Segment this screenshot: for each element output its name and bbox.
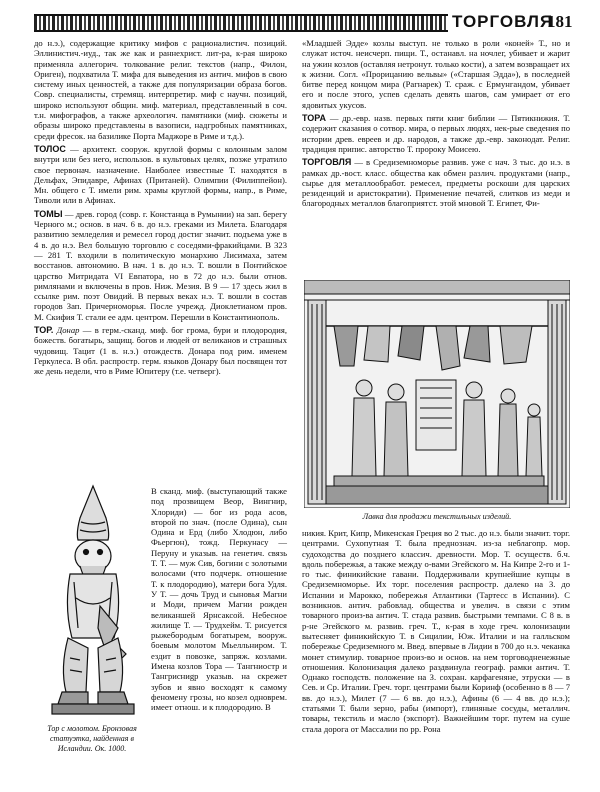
entry-tora <box>302 113 570 154</box>
torgovlya-continuation-text: никия. Крит, Кипр, Микенская Греция во 2 тыс. до н.э. были значит. торг. центрами. Сухопутная Т. была преднознач. из-за неблагопр. мор. судоходства до позднего классич. древности. Мор. Т. осуществ. б.ч. вдоль побережья, а также между о-вами Эгейского м. На Кипре 2-го и 1-го тыс. финикийские гавани. Поддерживали крупнейшие купцы в Средиземноморье. Их торг. поселения распростр. далеко на З. до Испании и Марокко, побережья Атлантики (Тартесс в Испании). С возникнов. антич. рабовлад. общества и увелич. в связи с этим товарного произ-ва антич. Т. стада развив. быстрыми темпами. С 8 в. в р-не Эгейского м. развив. греч. Т., к-рая в ходе греч. колонизации вытесняет финикийскую Т. в Сицилии, Юж. Италии и на галльском побережье Средиземного м. Введ. впервые в Лидии в 700 до н.э. чеканка монет стимулир. товарное произ-во и основ. на нем торговодненежные отношения. Колонизация далеко раздвинула географ. рамки антич. Т. Однако господств. положение на З. сохран. карфагеняне, этруски — в Сев. и Ср. Италии. Греч. торг. центрами были Коринф (особенно в 8 — 7 вв. до н.э.), Милет (7 — 6 вв. до н.э.), Афины (6 — 4 вв. до н.э.); статьями Т. были зерно, рабы (импорт), глиняные сосуды, металлич. товары, текстиль и масло (экспорт). Важнейшим торг. путем на суше стала дорога от Массалии по рр. Рона <box>302 528 570 734</box>
entry-italic-tor: Донар <box>56 325 80 336</box>
thor-statuette-illustration <box>40 478 146 720</box>
entry-term-tomy: ТОМЫ <box>34 208 63 219</box>
relief-caption: Лавка для продажи текстильных изделий. <box>362 512 512 521</box>
entry-text-tora: — др.-евр. назв. первых пяти книг библии — Пятикнижия. Т. содержит сказания о сотвор. мира, о первых людях, нек-рые сведения по истории древ. евреев и др. народов, а также др.-евр. законодат. Религ. традиция припис. авторство Т. пророку Моисею. <box>302 113 570 154</box>
header-ornament-band <box>34 14 448 32</box>
entry-term-torgovlya: ТОРГОВЛЯ <box>302 157 352 168</box>
entry-text-torgovlya: — в Средиземноморье развив. уже с нач. 3 тыс. до н.э. в рамках др.-вост. класс. общества как обмен различ. продуктами (напр., сырье для металлообработ. ремесел, предметы роскоши для царских резиденций и аристократии). Применение печатей, слитков из меди и благородных металлов благоприятст. этой мновой Т. Египет, Фи- <box>302 157 570 209</box>
entry-text-tomy: — древ. город (совр. г. Констанца в Румынии) на зап. берегу Черного м.; основ. в нач. 6 в. до н.э. греками из Милета. Благодаря развитию земледелия и ремесел город достиг значит. подъема уже в 4 в. до н.э. Вел большую торговлю с соседями-фракийцами. В 323 — 281 Т. входили в политическую монархию Лисимаха, затем восстанов. автономию. В нач. 1 в. до н.э. Т. вошли в Понтийское царство Митридата VI Евпатора, но в 72 до н.э. были отнов. римлянами и включены в пров. Ниж. Мезия. В 9 — 17 здесь жил в ссылке рим. поэт Овидий. В первых веках н.э. Т. вошли в состав городов Зап. Причерноморья. После учрежд. Диоклетианом пров. М. Скифия Т. стали ее адм. центром. Перешли в Константинополь. <box>34 208 287 322</box>
edda-paragraph: «Младшей Эдде» козлы выступ. не только в роли «коней» Т., но и служат источ. неисчерп. пищи. Т., останавл. на ночлег, убивает и жарит на ужин козлов (оставляя нетронут. только кости), а затем возвращает их к жизни. Согл. «Прорицанию вельвы» («Старшая Эдда»), в последней битве перед концом мира (Рагнарек) Т. сраж. с Ермунгандом, убивает его и после этого, успев сделать девять шагов, сам умирает от его ядовитых укусов. <box>302 38 570 110</box>
tor-scand-myth-text: В сканд. миф. (выступающий также под прозвищем Веор, Вингнир, Хлориди) — бог из рода асов, второй по знач. (после Одина), сын Одина и Ерд (либо Хлодюн, либо Фьергюн), тожд. Перкунасу — Перуну и указыв. на генетич. связь Т. Т. — муж Сив, богини с золотыми волосами (что подчерк. отношение Т. к плодородию), матери бога Удля. У Т. — дочь Труд и сыновья Магни и Моди, причем Магни рожден великаншей Ярнсаксой. Небесное жилище Т. — Трудхейм. Т. рисуется рыжебородым богатырем, вооруж. боевым молотом Мьелльниром. Т. ездит в повозке, запряж. козлами. Имена козлов Тора — Тангниостр и Тангрисниgр указыв. на скрежет зубов и явно восходят к самому феномену грозы, но козел одноврем. имеет отнош. и к плодородию. В <box>151 486 287 713</box>
right-column <box>302 38 570 212</box>
torgovlya-continuation <box>302 528 570 734</box>
entry-term-tora: ТОРА <box>302 113 326 124</box>
entry-text-tor: — в герм.-сканд. миф. бог грома, бури и плодородия, божеств. богатырь, защищ. богов и людей от великанов и страшных чудовищ. Тацит (1 в. н.э.) отождеств. Донара под рим. именем Геркулеса. В обл. распростр. герм. языков Донару был посвящен тот же день недели, что в Риме Юпитеру (т.е. четверг). <box>34 325 287 377</box>
intro-paragraph: до н.э.), содержащие критику мифов с рационалистич. позиций. Эллинистич.-иуд., так же как и раннехрист. лит-ра, к-рая широко применяла аллегорич. толкование религ. текстов (напр., Филон, Ориген), подхватила Т. мифа для выведения из антич. мифов в свою систему иных ценностей, а также для популяризации образа богов. Совр. специалисты, стремящ. интерпретир. миф с научн. позиций, широко используют общин. миф. материал, представленный в соч. т.н. мифографов, а также археологич. памятники (миф. сюжеты и образы широко представлены в вазописи, надгробных памятниках, среди фресок. на базилике Порта Маджоре в Риме и т.д.). <box>34 38 287 141</box>
entry-tor <box>34 325 287 376</box>
page-number: 181 <box>547 12 573 31</box>
entry-term-tor: ТОР. <box>34 325 54 336</box>
textile-shop-relief-illustration <box>304 280 570 508</box>
running-header-title: ТОРГОВЛЯ <box>452 12 554 31</box>
entry-tomy <box>34 209 287 322</box>
entry-torgovlya <box>302 157 570 208</box>
entry-tolos <box>34 144 287 206</box>
tor-continuation-narrow-column <box>151 486 287 713</box>
left-column <box>34 38 287 380</box>
entry-term-tolos: ТОЛОС <box>34 143 66 154</box>
thor-figure-caption: Тор с молотом. Бронзовая статуэтка, найденная в Исландии. Ок. 1000. <box>47 724 137 753</box>
entry-text-tolos: — архитект. сооруж. круглой формы с колонным залом внутри или без него, использов. в культовых целях, позже утратило свое первонач. назначение. Наиболее известные Т. находятся в Дельфах, Эпидавре, Афинах (Пританей). Олимпии (Филиппейон). Мн. общего с Т. имели рим. храмы круглой формы, напр., в Риме, Тиволи или в Афинах. <box>34 143 287 206</box>
